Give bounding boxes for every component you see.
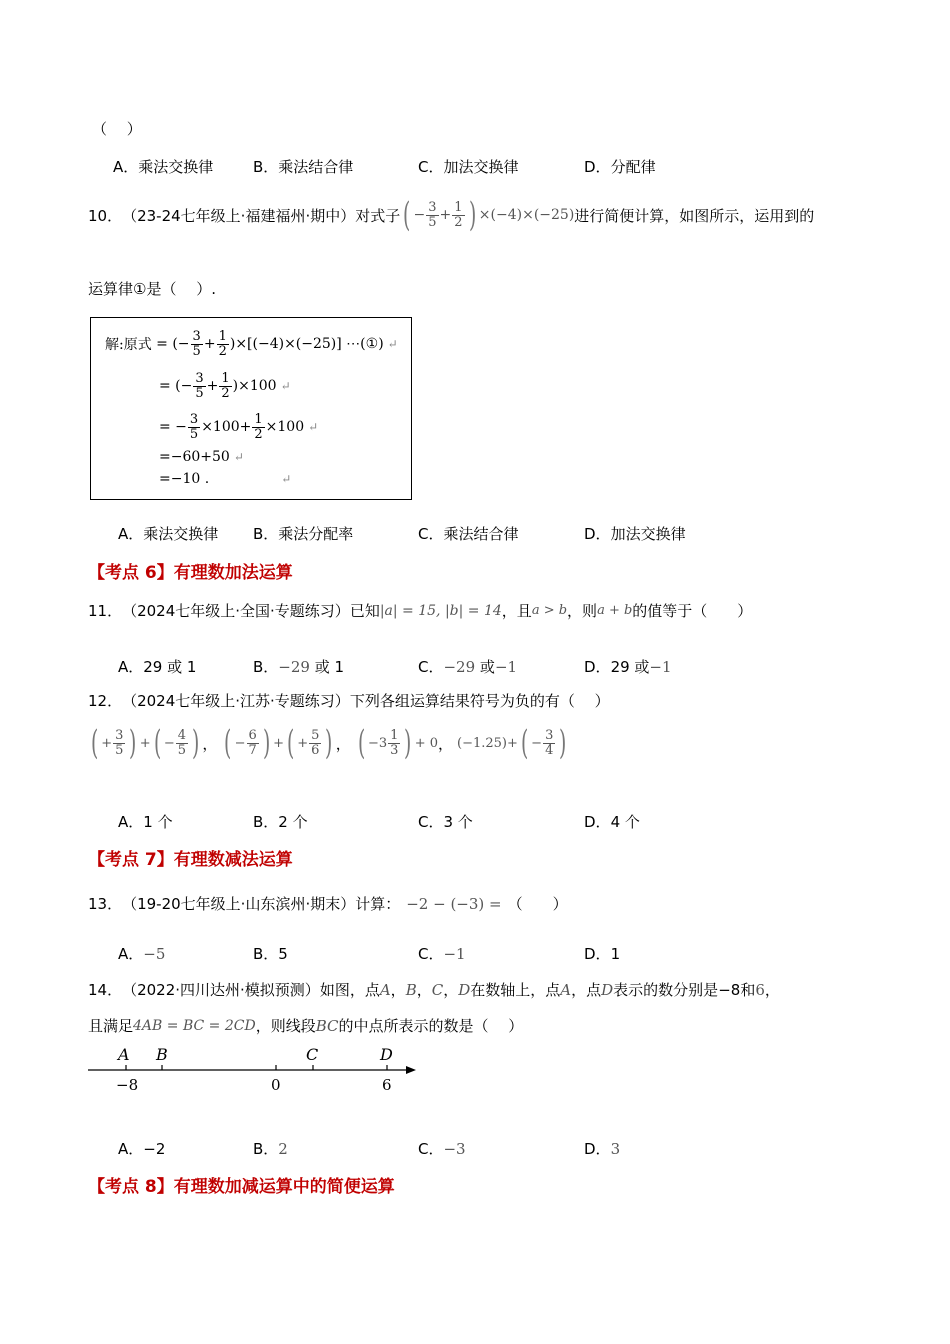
q13-stem: 13． （19-20七年级上·山东滨州·期末） 计算： −2 − (−3) = （ ） <box>88 894 568 913</box>
axis-label-d: D <box>380 1045 393 1064</box>
q14-option-a: A．−2 <box>118 1140 166 1158</box>
q12-option-b: B．2 个 <box>253 813 308 831</box>
q14-option-b: B．2 <box>253 1140 288 1158</box>
q12-option-a: A．1 个 <box>118 813 173 831</box>
q10-solution-figure <box>90 317 412 500</box>
solution-line-3: = − $\frac{3}{5}$ ×100+ $\frac{1}{2}$ ×100 ↵ <box>159 412 319 442</box>
q10-option-a: A．乘法交换律 <box>118 525 219 543</box>
q13-option-d: D．1 <box>584 945 621 963</box>
q12-option-c: C．3 个 <box>418 813 473 831</box>
q10-number: 10． <box>88 206 123 225</box>
q10-option-d: D．加法交换律 <box>584 525 686 543</box>
q14-number-line <box>80 1042 425 1097</box>
q9-option-d: D．分配律 <box>584 158 656 176</box>
q9-paren: （ ） <box>92 120 142 138</box>
q12-expressions: ( + $\frac{3}{5}$ ) + ( − $\frac{4}{5}$ ) ， ( − $\frac{6}{7}$ ) + ( + $\frac{5}{6}$ ) ， ( −3 $\frac{1}{3}$ ) + 0 ， (−1.25) + ( − $\frac{3}{4}$ ) <box>88 726 570 760</box>
q10-option-b: B．乘法分配率 <box>253 525 354 543</box>
q11-stem: 11． （2024七年级上·全国·专题练习） 已知 |a| = 15, |b| = 14 ，且 a > b ，则 a + b 的值等于（ ） <box>88 602 753 620</box>
q14-option-d: D．3 <box>584 1140 621 1158</box>
q12-option-d: D．4 个 <box>584 813 640 831</box>
q10-option-c: C．乘法结合律 <box>418 525 519 543</box>
solution-line-2: = (− $\frac{3}{5}$ + $\frac{1}{2}$ ) ×100 ↵ <box>159 371 291 401</box>
q11-option-a: A．29 或 1 <box>118 658 197 676</box>
axis-label-a: A <box>118 1045 130 1064</box>
q14-option-c: C．−3 <box>418 1140 466 1158</box>
q12-expr-1: ( + $\frac{3}{5}$ ) + ( − $\frac{4}{5}$ ) <box>90 723 200 763</box>
q13-option-a: A．−5 <box>118 945 166 963</box>
q10-stem: 10． （23-24七年级上·福建福州·期中） 对式子 ( − $\frac{3}{5}$ + $\frac{1}{2}$ ) ×(−4)×(−25) 进行简便计算，如图所示，运用到的 <box>88 195 815 235</box>
section-heading-7: 【考点 7】有理数减法运算 <box>88 850 293 870</box>
q14-stem: 14． （2022·四川达州·模拟预测） 如图，点 A ， B ， C ， D 在数轴上，点 A ，点 D 表示的数分别是 −8 和 6 ， <box>88 980 780 999</box>
q9-option-a: A．乘法交换律 <box>113 158 214 176</box>
q14-stem-line2: 且满足 4AB = BC = 2CD ，则线段 BC 的中点所表示的数是（ ） <box>88 1016 524 1035</box>
q11-option-c: C．−29 或−1 <box>418 658 518 676</box>
axis-tick-neg8: −8 <box>116 1076 139 1094</box>
q11-option-d: D．29 或−1 <box>584 658 672 676</box>
axis-label-c: C <box>306 1045 319 1064</box>
q11-option-b: B．−29 或 1 <box>253 658 345 676</box>
solution-line-5: =−10 . ↵ <box>159 471 292 487</box>
section-heading-8: 【考点 8】有理数加减运算中的简便运算 <box>88 1177 395 1197</box>
q13-option-c: C．−1 <box>418 945 466 963</box>
q13-option-b: B．5 <box>253 945 288 963</box>
q10-source: （23-24七年级上·福建福州·期中） <box>122 206 356 225</box>
q9-option-c: C．加法交换律 <box>418 158 519 176</box>
q10-stem-line2: 运算律①是（ ）. <box>88 280 216 298</box>
axis-label-b: B <box>156 1045 168 1064</box>
q9-option-b: B．乘法结合律 <box>253 158 354 176</box>
solution-line-1: 解:原式 = (− $\frac{3}{5}$ + $\frac{1}{2}$ ) ×[(−4)×(−25)] ⋯(①) ↵ <box>105 329 398 359</box>
section-heading-6: 【考点 6】有理数加法运算 <box>88 563 293 583</box>
axis-tick-6: 6 <box>382 1076 392 1094</box>
axis-tick-0: 0 <box>271 1076 281 1094</box>
q12-stem: 12． （2024七年级上·江苏·专题练习） 下列各组运算结果符号为负的有（ ） <box>88 692 610 710</box>
q10-expression: ( − $\frac{3}{5}$ + $\frac{1}{2}$ ) ×(−4)×(−25) <box>403 195 575 235</box>
q12-expr-3: ( −3 $\frac{1}{3}$ ) + 0 <box>357 723 438 763</box>
q12-expr-4: (−1.25) + ( − $\frac{3}{4}$ ) <box>457 723 567 763</box>
q12-expr-2: ( − $\frac{6}{7}$ ) + ( + $\frac{5}{6}$ ) <box>224 723 333 763</box>
solution-line-4: =−60+50 ↵ <box>159 449 244 465</box>
